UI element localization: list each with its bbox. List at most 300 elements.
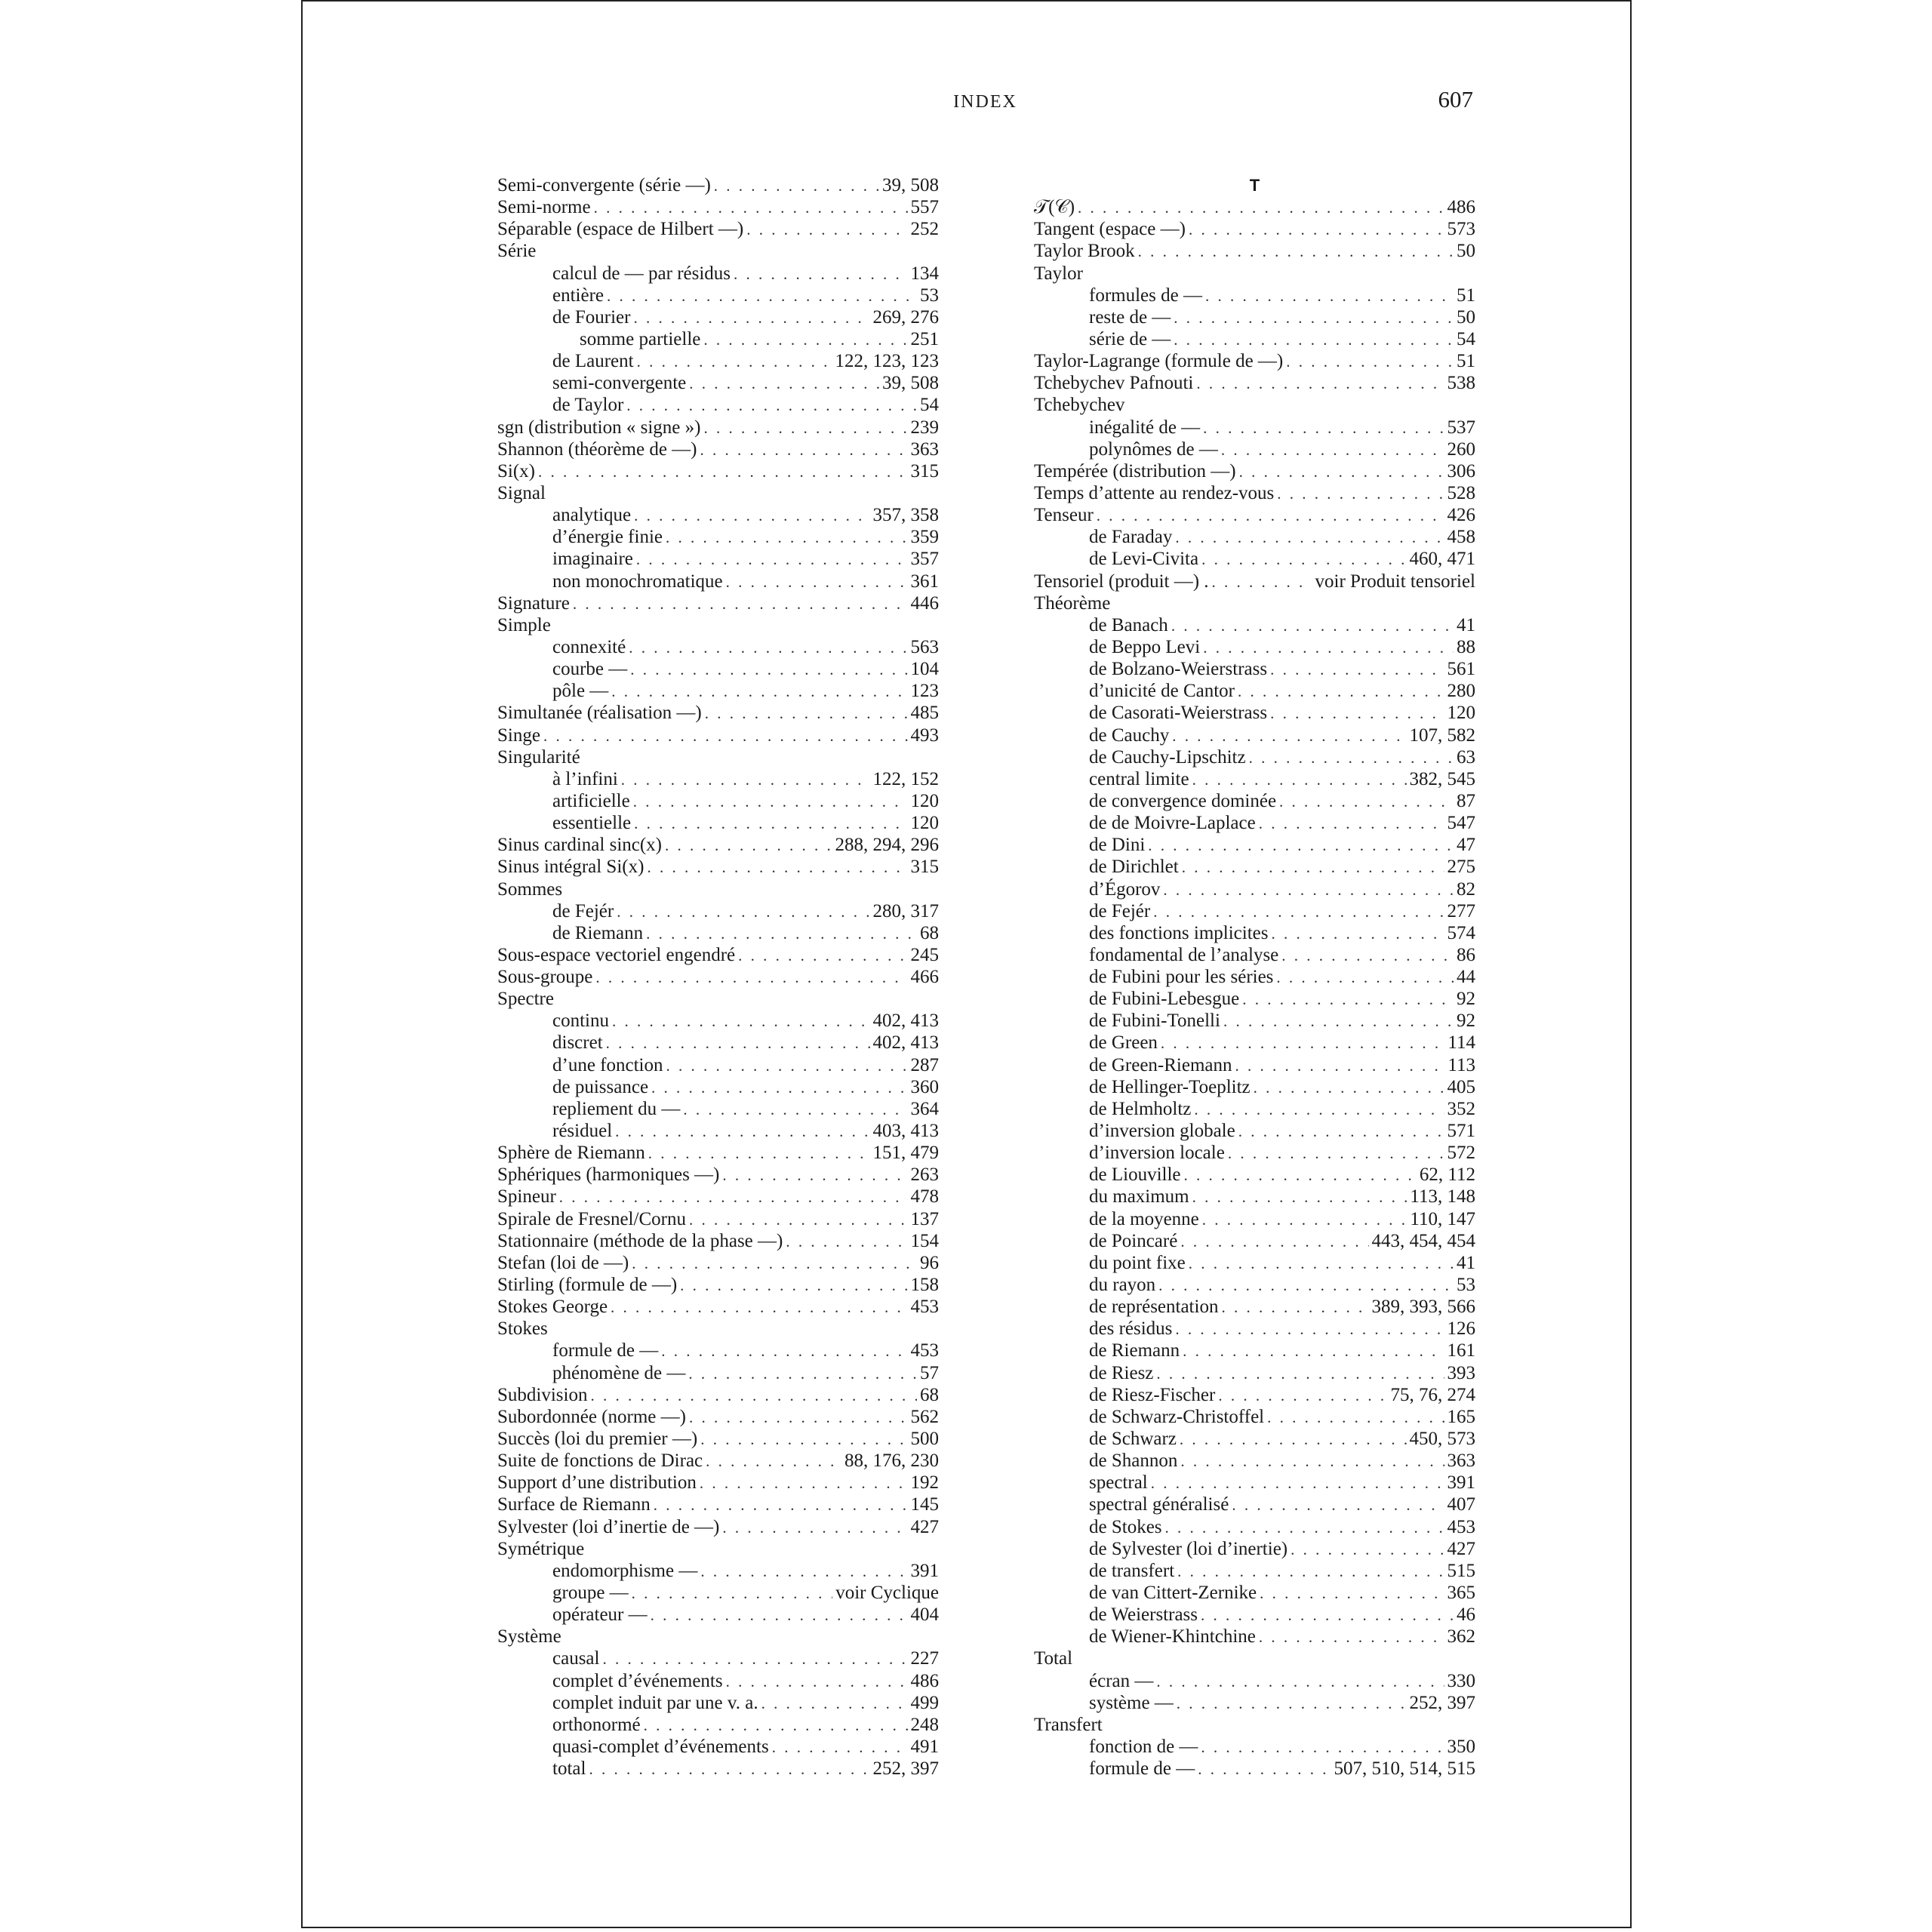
dot-leader — [632, 1583, 833, 1604]
dot-leader — [1184, 1164, 1417, 1186]
entry-term: reste de — — [1089, 306, 1171, 328]
dot-leader — [1151, 1472, 1444, 1494]
entry-term: Simultanée (réalisation —) — [497, 703, 702, 724]
index-entry — [497, 1406, 939, 1428]
entry-term: de Wiener-Khintchine — [1089, 1626, 1256, 1647]
entry-term: sgn (distribution « signe ») — [497, 417, 701, 438]
entry-pages: 571 — [1447, 1121, 1475, 1142]
dot-leader — [666, 1055, 907, 1077]
entry-term: Sous-groupe — [497, 967, 593, 988]
entry-term: de Schwarz — [1089, 1429, 1177, 1450]
entry-pages: 458 — [1447, 527, 1475, 548]
entry-term: Théorème — [1034, 592, 1111, 614]
entry-term: de Shannon — [1089, 1451, 1178, 1472]
entry-term: Signature — [497, 592, 570, 614]
dot-leader — [1223, 1011, 1454, 1032]
dot-leader — [594, 197, 908, 219]
entry-pages: 120 — [910, 813, 939, 834]
index-subentry — [1034, 1582, 1475, 1604]
dot-leader — [634, 505, 869, 527]
dot-leader — [786, 1231, 907, 1253]
entry-pages: 563 — [910, 636, 939, 657]
entry-pages: 44 — [1457, 967, 1475, 988]
index-subentry — [1034, 1516, 1475, 1538]
dot-leader — [1180, 1451, 1444, 1472]
entry-pages: 104 — [910, 659, 939, 680]
entry-pages: 363 — [1447, 1451, 1475, 1472]
entry-term: de Hellinger-Toeplitz — [1089, 1076, 1251, 1097]
index-subentry — [497, 548, 939, 570]
index-subentry — [497, 768, 939, 790]
dot-leader — [1205, 285, 1454, 307]
entry-term: de Fejér — [552, 900, 614, 921]
index-subentry — [1034, 1428, 1475, 1450]
entry-term: Stokes George — [497, 1297, 608, 1318]
entry-term: Shannon (théorème de —) — [497, 438, 697, 460]
entry-term: 𝒯(𝒞) — [1034, 197, 1075, 218]
index-subentry — [1034, 724, 1475, 746]
entry-term: artificielle — [552, 790, 630, 811]
entry-term: Tenseur — [1034, 505, 1094, 526]
entry-pages: 62, 112 — [1419, 1164, 1475, 1186]
entry-term: pôle — — [552, 681, 609, 702]
index-entry — [497, 1252, 939, 1274]
dot-leader — [665, 835, 832, 857]
dot-leader — [1177, 1561, 1444, 1583]
dot-leader — [647, 857, 907, 878]
entry-term: Suite de fonctions de Dirac — [497, 1451, 703, 1472]
dot-leader — [738, 945, 907, 967]
entry-term: de de Moivre-Laplace — [1089, 813, 1256, 834]
entry-pages: 120 — [1447, 703, 1475, 724]
dot-leader — [1158, 1275, 1454, 1297]
index-subentry — [497, 372, 939, 394]
index-entry — [1034, 263, 1475, 285]
index-subentry — [497, 922, 939, 944]
entry-term: de Laurent — [552, 351, 634, 372]
entry-term: de Green — [1089, 1032, 1158, 1054]
entry-term: d’inversion globale — [1089, 1121, 1235, 1142]
dot-leader — [602, 1648, 907, 1670]
dot-leader — [1279, 791, 1454, 813]
dot-leader — [651, 1077, 907, 1099]
index-subentry — [497, 1692, 939, 1714]
entry-pages: 122, 152 — [872, 768, 939, 789]
entry-pages: 453 — [910, 1297, 939, 1318]
entry-term: discret — [552, 1032, 603, 1054]
entry-term: Subdivision — [497, 1384, 588, 1405]
index-entry — [497, 1296, 939, 1318]
index-subentry — [1034, 1670, 1475, 1692]
index-subentry — [1034, 306, 1475, 328]
dot-leader — [1177, 1693, 1407, 1715]
index-entry — [497, 944, 939, 966]
dot-leader — [1203, 637, 1454, 659]
dot-leader — [1259, 813, 1444, 835]
index-entry — [497, 1274, 939, 1296]
entry-pages: 382, 545 — [1409, 768, 1475, 789]
index-subentry — [497, 1098, 939, 1120]
index-subentry — [497, 790, 939, 812]
index-subentry — [497, 285, 939, 306]
index-subentry — [497, 658, 939, 680]
dot-leader — [1238, 1121, 1444, 1143]
entry-term: Taylor — [1034, 263, 1083, 284]
index-subentry — [1034, 1010, 1475, 1032]
dot-leader — [700, 1472, 908, 1494]
dot-leader — [646, 923, 917, 945]
entry-term: résiduel — [552, 1121, 613, 1142]
entry-pages: 154 — [910, 1230, 939, 1251]
entry-pages: 50 — [1457, 241, 1475, 262]
dot-leader — [1180, 1429, 1407, 1451]
entry-term: quasi-complet d’événements — [552, 1736, 769, 1757]
index-entry — [1034, 372, 1475, 394]
entry-pages: 245 — [910, 944, 939, 965]
entry-pages: 450, 573 — [1409, 1429, 1475, 1450]
entry-pages: 538 — [1447, 373, 1475, 394]
index-subentry — [497, 1736, 939, 1758]
index-subentry — [1034, 1472, 1475, 1494]
entry-pages: 393 — [1447, 1362, 1475, 1383]
entry-term: Sinus cardinal sinc(x) — [497, 835, 663, 856]
entry-pages: 126 — [1447, 1318, 1475, 1340]
index-entry — [497, 988, 939, 1010]
index-entry — [497, 1450, 939, 1472]
dot-leader — [1192, 769, 1407, 791]
index-subentry — [1034, 900, 1475, 922]
entry-term: de Cauchy — [1089, 724, 1170, 746]
section-letter-text: T — [1249, 176, 1260, 195]
dot-leader — [606, 1032, 870, 1054]
index-entry — [1034, 240, 1475, 262]
index-subentry — [1034, 1230, 1475, 1252]
entry-term: Série — [497, 241, 537, 262]
dot-leader — [726, 1671, 908, 1693]
entry-term: formule de — — [1089, 1758, 1195, 1780]
entry-term: de représentation — [1089, 1297, 1219, 1318]
index-entry — [497, 614, 939, 636]
index-subentry — [1034, 1560, 1475, 1582]
index-entry — [497, 1208, 939, 1230]
index-subentry — [497, 526, 939, 548]
entry-pages: 562 — [910, 1406, 939, 1427]
entry-term: central limite — [1089, 768, 1189, 789]
entry-pages: 161 — [1447, 1340, 1475, 1361]
index-entry — [497, 1230, 939, 1252]
entry-pages: 123 — [910, 681, 939, 702]
entry-pages: 427 — [1447, 1538, 1475, 1559]
dot-leader — [689, 1407, 908, 1429]
dot-leader — [589, 1758, 869, 1780]
entry-pages: 478 — [910, 1186, 939, 1208]
index-subentry — [1034, 790, 1475, 812]
dot-leader — [633, 307, 869, 329]
dot-leader — [700, 1429, 907, 1451]
index-subentry — [1034, 1120, 1475, 1142]
entry-term: Séparable (espace de Hilbert —) — [497, 219, 744, 240]
entry-pages: 145 — [910, 1494, 939, 1515]
entry-term: endomorphisme — — [552, 1560, 698, 1581]
dot-leader — [1138, 241, 1454, 263]
entry-term: connexité — [552, 636, 626, 657]
entry-pages: 41 — [1457, 1252, 1475, 1273]
entry-term: de convergence dominée — [1089, 790, 1277, 811]
dot-leader — [680, 1275, 907, 1297]
entry-term: fonction de — — [1089, 1736, 1198, 1757]
index-column-right — [1034, 174, 1475, 1780]
entry-term: de Dini — [1089, 835, 1146, 856]
index-subentry — [1034, 438, 1475, 460]
index-entry — [1034, 1714, 1475, 1736]
entry-term: d’une fonction — [552, 1054, 663, 1075]
index-subentry — [1034, 680, 1475, 702]
entry-term: phénomène de — — [552, 1362, 686, 1383]
dot-leader — [1260, 1583, 1444, 1604]
entry-pages: 315 — [910, 460, 939, 481]
entry-pages: 443, 454, 454 — [1371, 1230, 1475, 1251]
dot-leader — [683, 1099, 907, 1121]
entry-term: Sommes — [497, 878, 563, 900]
index-entry — [1034, 196, 1475, 218]
entry-pages: 359 — [910, 527, 939, 548]
entry-term: Spectre — [497, 989, 554, 1010]
index-subentry — [1034, 878, 1475, 900]
index-subentry — [497, 1010, 939, 1032]
dot-leader — [1277, 483, 1444, 505]
entry-pages: 75, 76, 274 — [1390, 1384, 1475, 1405]
dot-leader — [559, 1186, 908, 1208]
entry-pages: 122, 123, 123 — [835, 351, 939, 372]
entry-pages: 280, 317 — [872, 900, 939, 921]
entry-term: Support d’une distribution — [497, 1472, 697, 1494]
page-number: 607 — [1438, 86, 1473, 112]
entry-term: de Casorati-Weierstrass — [1089, 703, 1268, 724]
entry-term: Tchebychev Pafnouti — [1034, 373, 1194, 394]
entry-term: Signal — [497, 482, 546, 503]
index-subentry — [1034, 944, 1475, 966]
entry-pages: 54 — [1457, 328, 1475, 349]
entry-pages: 134 — [910, 263, 939, 284]
index-subentry — [1034, 702, 1475, 724]
entry-term: Singe — [497, 724, 540, 746]
entry-pages: 63 — [1457, 746, 1475, 768]
entry-term: Stationnaire (méthode de la phase —) — [497, 1230, 783, 1251]
dot-leader — [700, 1561, 907, 1583]
entry-term: du maximum — [1089, 1186, 1189, 1208]
dot-leader — [1254, 1077, 1444, 1099]
entry-pages: 426 — [1447, 505, 1475, 526]
dot-leader — [595, 967, 907, 989]
index-subentry — [1034, 658, 1475, 680]
entry-term: Stefan (loi de —) — [497, 1252, 629, 1273]
dot-leader — [689, 1209, 908, 1231]
dot-leader — [1201, 1604, 1454, 1626]
entry-term: Si(x) — [497, 460, 535, 481]
dot-leader — [1232, 1494, 1444, 1516]
dot-leader — [1192, 1186, 1407, 1208]
index-subentry — [1034, 526, 1475, 548]
entry-pages: 287 — [910, 1054, 939, 1075]
entry-pages: 288, 294, 296 — [835, 835, 939, 856]
dot-leader — [661, 1340, 907, 1362]
index-subentry — [1034, 636, 1475, 658]
index-subentry — [497, 1054, 939, 1076]
entry-term: Tensoriel (produit —) . — [1034, 571, 1209, 592]
index-subentry — [497, 1032, 939, 1054]
index-subentry — [497, 504, 939, 526]
dot-leader — [1271, 923, 1444, 945]
entry-pages: 110, 147 — [1410, 1208, 1475, 1229]
index-subentry — [497, 263, 939, 285]
entry-term: de Poincaré — [1089, 1230, 1178, 1251]
index-subentry — [1034, 417, 1475, 438]
dot-leader — [1156, 1671, 1444, 1693]
entry-pages: 248 — [910, 1714, 939, 1735]
index-entry — [1034, 394, 1475, 416]
entry-term: de Schwarz-Christoffel — [1089, 1406, 1265, 1427]
index-subentry — [1034, 1340, 1475, 1361]
index-entry — [497, 1472, 939, 1494]
index-entry — [497, 592, 939, 614]
index-subentry — [1034, 614, 1475, 636]
dot-leader — [1286, 351, 1454, 373]
index-subentry — [1034, 1626, 1475, 1647]
entry-term: Stokes — [497, 1318, 548, 1340]
index-subentry — [1034, 1450, 1475, 1472]
entry-pages: 491 — [910, 1736, 939, 1757]
index-entry — [497, 1384, 939, 1406]
entry-pages: 402, 413 — [872, 1032, 939, 1054]
entry-term: Spineur — [497, 1186, 556, 1208]
entry-pages: 493 — [910, 724, 939, 746]
index-subentry — [1034, 1274, 1475, 1296]
dot-leader — [648, 1143, 870, 1164]
index-subentry — [1034, 1406, 1475, 1428]
entry-term: inégalité de — — [1089, 417, 1201, 438]
dot-leader — [633, 791, 908, 813]
entry-pages: 453 — [1447, 1516, 1475, 1537]
index-entry — [497, 724, 939, 746]
entry-term: Total — [1034, 1648, 1073, 1669]
entry-term: de Riesz — [1089, 1362, 1154, 1383]
index-subentry — [497, 1340, 939, 1361]
entry-term: Sphériques (harmoniques —) — [497, 1164, 720, 1186]
entry-term: Semi-convergente (série —) — [497, 175, 711, 195]
entry-pages: 361 — [910, 571, 939, 592]
dot-leader — [714, 175, 879, 197]
index-entry — [497, 702, 939, 724]
index-entry — [497, 1164, 939, 1186]
entry-pages: 357, 358 — [872, 505, 939, 526]
index-subentry — [497, 571, 939, 592]
entry-term: continu — [552, 1011, 609, 1032]
entry-term: de Dirichlet — [1089, 857, 1179, 878]
entry-term: écran — — [1089, 1670, 1154, 1691]
dot-leader — [1175, 527, 1444, 549]
index-entry — [497, 417, 939, 438]
index-entry — [1034, 504, 1475, 526]
entry-pages: 39, 508 — [882, 373, 939, 394]
entry-term: de Cauchy-Lipschitz — [1089, 746, 1246, 768]
dot-leader — [706, 1451, 841, 1472]
index-subentry — [1034, 922, 1475, 944]
entry-term: de Bolzano-Weierstrass — [1089, 659, 1268, 680]
index-entry — [497, 1428, 939, 1450]
entry-pages: 252, 397 — [872, 1758, 939, 1780]
entry-pages: 515 — [1447, 1560, 1475, 1581]
entry-term: de puissance — [552, 1076, 649, 1097]
index-subentry — [1034, 1296, 1475, 1318]
entry-pages: 88, 176, 230 — [844, 1451, 939, 1472]
entry-pages: 561 — [1447, 659, 1475, 680]
entry-pages: 68 — [920, 1384, 939, 1405]
dot-leader — [1276, 967, 1454, 989]
entry-pages: 350 — [1447, 1736, 1475, 1757]
entry-term: Semi-norme — [497, 197, 591, 218]
entry-term: formule de — — [552, 1340, 659, 1361]
entry-term: repliement du — — [552, 1098, 681, 1119]
dot-leader — [689, 373, 879, 395]
dot-leader — [1161, 1032, 1445, 1054]
entry-term: d’unicité de Cantor — [1089, 681, 1235, 702]
dot-leader — [1182, 857, 1444, 878]
entry-pages: 402, 413 — [872, 1011, 939, 1032]
entry-pages: 51 — [1457, 285, 1475, 306]
index-subentry — [1034, 988, 1475, 1010]
entry-pages: 57 — [920, 1362, 939, 1383]
dot-leader — [705, 703, 908, 724]
entry-term: Simple — [497, 614, 551, 635]
dot-leader — [1270, 659, 1444, 681]
index-subentry — [1034, 1758, 1475, 1780]
entry-pages: 252, 397 — [1409, 1692, 1475, 1713]
entry-term: polynômes de — — [1089, 438, 1218, 460]
dot-leader — [761, 1693, 908, 1715]
entry-term: complet induit par une v. a. — [552, 1692, 758, 1713]
entry-pages: 113 — [1447, 1054, 1475, 1075]
entry-term: Subordonnée (norme —) — [497, 1406, 686, 1427]
entry-pages: 466 — [910, 967, 939, 988]
entry-pages: 486 — [1447, 197, 1475, 218]
dot-leader — [1212, 571, 1312, 593]
index-subentry — [1034, 1142, 1475, 1164]
index-subentry — [497, 350, 939, 372]
index-subentry — [1034, 812, 1475, 834]
entry-pages: 96 — [920, 1252, 939, 1273]
entry-pages: 391 — [910, 1560, 939, 1581]
dot-leader — [636, 549, 908, 571]
index-entry — [497, 1318, 939, 1340]
dot-leader — [1228, 1143, 1444, 1164]
entry-term: de Sylvester (loi d’inertie) — [1089, 1538, 1288, 1559]
entry-pages: 306 — [1447, 460, 1475, 481]
index-subentry — [497, 636, 939, 658]
entry-term: imaginaire — [552, 549, 633, 570]
dot-leader — [688, 1363, 917, 1385]
index-entry — [497, 834, 939, 856]
entry-pages: 357 — [910, 549, 939, 570]
dot-leader — [617, 901, 869, 923]
dot-leader — [654, 1494, 908, 1516]
entry-pages: 557 — [910, 197, 939, 218]
entry-pages: voir Produit tensoriel — [1315, 571, 1475, 592]
dot-leader — [703, 417, 907, 439]
dot-leader — [1218, 1385, 1387, 1407]
entry-term: formules de — — [1089, 285, 1202, 306]
index-subentry — [497, 328, 939, 350]
entry-pages: 46 — [1457, 1604, 1475, 1626]
